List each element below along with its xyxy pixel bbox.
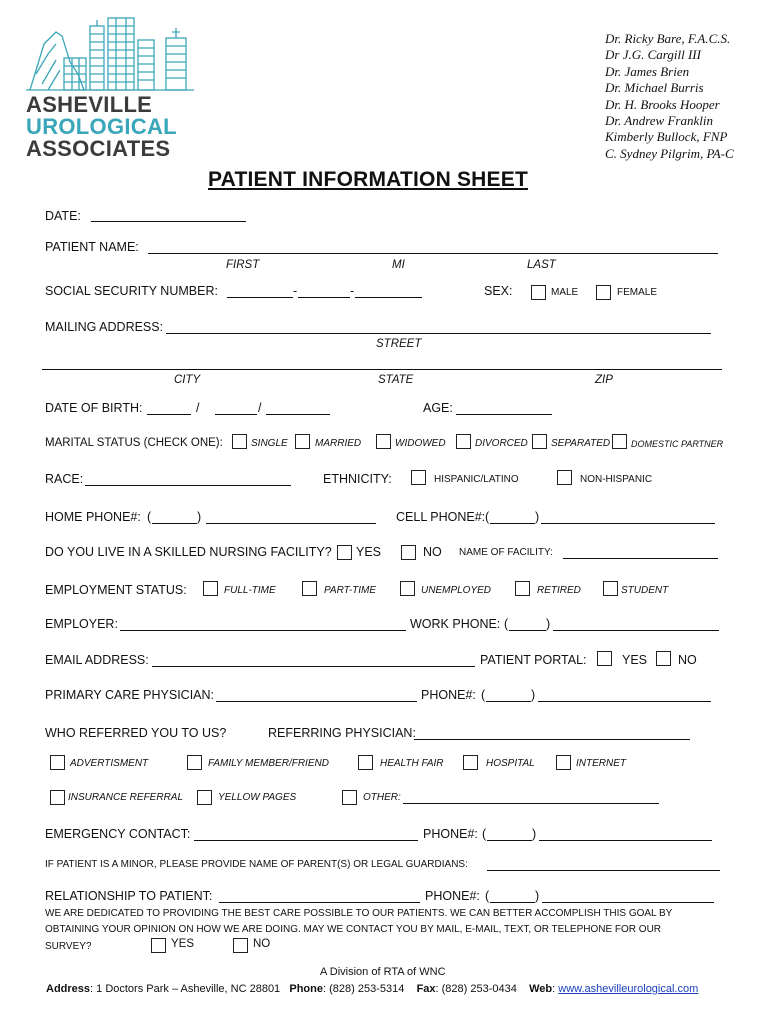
non-hispanic-label: NON-HISPANIC — [580, 474, 653, 485]
ethnicity-label: ETHNICITY: — [323, 472, 392, 486]
part-time-checkbox[interactable] — [302, 581, 317, 596]
age-field[interactable] — [456, 414, 552, 415]
single-label: SINGLE — [251, 438, 288, 449]
other-checkbox[interactable] — [342, 790, 357, 805]
other-field[interactable] — [403, 803, 659, 804]
ssn-dash: - — [350, 284, 355, 298]
single-checkbox[interactable] — [232, 434, 247, 449]
work-phone-area-field[interactable] — [509, 630, 546, 631]
insurance-referral-checkbox[interactable] — [50, 790, 65, 805]
dob-slash: / — [258, 401, 262, 415]
footer-web-separator: : — [552, 983, 559, 995]
insurance-referral-label: INSURANCE REFERRAL — [68, 792, 184, 803]
survey-yes-checkbox[interactable] — [151, 938, 166, 953]
footer-phone-label: Phone — [289, 983, 323, 995]
paren-open: ( — [482, 827, 487, 841]
doctor-name: Dr. James Brien — [605, 63, 690, 79]
footer-address-label: Address — [46, 983, 91, 995]
doctor-list — [605, 31, 734, 162]
zip-caption: ZIP — [595, 374, 613, 386]
minor-guardian-field[interactable] — [487, 870, 720, 871]
survey-text-line3: SURVEY? — [45, 941, 92, 952]
unemployed-checkbox[interactable] — [400, 581, 415, 596]
home-phone-area-field[interactable] — [152, 523, 197, 524]
ssn-dash: - — [293, 284, 298, 298]
date-label: DATE: — [45, 209, 81, 223]
unemployed-label: UNEMPLOYED — [421, 585, 492, 596]
doctor-name: C. Sydney Pilgrim, PA-C — [605, 145, 734, 161]
married-label: MARRIED — [315, 438, 362, 449]
work-phone-label: WORK PHONE: — [410, 617, 501, 631]
doctor-name: Dr. Ricky Bare, F.A.C.S. — [605, 31, 731, 46]
non-hispanic-checkbox[interactable] — [557, 470, 572, 485]
home-phone-number-field[interactable] — [206, 523, 376, 524]
relationship-phone-area-field[interactable] — [490, 902, 535, 903]
survey-yes-label: YES — [171, 938, 195, 950]
footer-address: : 1 Doctors Park – Asheville, NC 28801 — [90, 983, 281, 995]
paren-close: ) — [532, 827, 537, 841]
internet-checkbox[interactable] — [556, 755, 571, 770]
email-label: EMAIL ADDRESS: — [45, 653, 149, 667]
hispanic-label: HISPANIC/LATINO — [434, 474, 519, 485]
paren-close: ) — [546, 617, 551, 631]
middle-initial-caption: MI — [392, 259, 405, 271]
marital-status-label: MARITAL STATUS (CHECK ONE): — [45, 437, 223, 449]
paren-open: ( — [147, 510, 152, 524]
street-field[interactable] — [166, 333, 711, 334]
yellow-pages-checkbox[interactable] — [197, 790, 212, 805]
facility-name-label: NAME OF FACILITY: — [459, 547, 553, 558]
advertisement-label: ADVERTISMENT — [70, 758, 149, 769]
footer-fax-label: Fax — [416, 983, 436, 995]
relationship-label: RELATIONSHIP TO PATIENT: — [45, 889, 213, 903]
survey-text-line2: OBTAINING YOUR OPINION ON HOW WE ARE DOING. MAY WE CONTACT YOU BY MAIL, E-MAIL, TEXT, OR TELEPHONE FOR OUR — [45, 924, 662, 935]
relationship-phone-number-field[interactable] — [542, 902, 714, 903]
footer-phone: : (828) 253-5314 — [322, 983, 405, 995]
health-fair-checkbox[interactable] — [358, 755, 373, 770]
dob-label: DATE OF BIRTH: — [45, 401, 143, 415]
retired-checkbox[interactable] — [515, 581, 530, 596]
patient-name-field[interactable] — [148, 253, 718, 254]
nursing-facility-question: DO YOU LIVE IN A SKILLED NURSING FACILITY? — [45, 545, 332, 559]
doctor-name: Dr J.G. Cargill III — [605, 47, 701, 63]
work-phone-number-field[interactable] — [553, 630, 719, 631]
ssn-label: SOCIAL SECURITY NUMBER: — [45, 284, 218, 298]
retired-label: RETIRED — [537, 585, 581, 596]
race-label: RACE: — [45, 472, 84, 486]
domestic-partner-label: DOMESTIC PARTNER — [631, 439, 724, 449]
doctor-name: Kimberly Bullock, FNP — [605, 129, 728, 145]
widowed-label: WIDOWED — [395, 438, 446, 449]
married-checkbox[interactable] — [295, 434, 310, 449]
last-name-caption: LAST — [527, 259, 556, 271]
relationship-field[interactable] — [219, 902, 420, 903]
divorced-checkbox[interactable] — [456, 434, 471, 449]
student-checkbox[interactable] — [603, 581, 618, 596]
advertisement-checkbox[interactable] — [50, 755, 65, 770]
survey-text-line1: WE ARE DEDICATED TO PROVIDING THE BEST CARE POSSIBLE TO OUR PATIENTS. WE CAN BETTER ACCOMPLISH THIS GOAL BY — [45, 908, 673, 919]
logo-line-urological: UROLOGICAL — [26, 114, 177, 139]
logo — [26, 14, 196, 162]
emergency-contact-label: EMERGENCY CONTACT: — [45, 827, 191, 841]
email-field[interactable] — [152, 666, 475, 667]
emergency-contact-field[interactable] — [194, 840, 418, 841]
cell-phone-label: CELL PHONE#: — [396, 510, 486, 524]
page-title: PATIENT INFORMATION SHEET — [208, 168, 528, 191]
separated-checkbox[interactable] — [532, 434, 547, 449]
logo-line-associates: ASSOCIATES — [26, 136, 171, 161]
paren-close: ) — [535, 889, 540, 903]
full-time-checkbox[interactable] — [203, 581, 218, 596]
domestic-partner-checkbox[interactable] — [612, 434, 627, 449]
dob-slash: / — [196, 401, 200, 415]
male-label: MALE — [551, 287, 579, 298]
nursing-yes-checkbox[interactable] — [337, 545, 352, 560]
cell-phone-area-field[interactable] — [490, 523, 535, 524]
paren-open: ( — [481, 688, 486, 702]
hospital-label: HOSPITAL — [486, 758, 535, 769]
employment-status-label: EMPLOYMENT STATUS: — [45, 583, 187, 597]
pcp-phone-number-field[interactable] — [538, 701, 711, 702]
doctor-name: Dr. Andrew Franklin — [605, 113, 713, 129]
other-label: OTHER: — [363, 792, 401, 803]
portal-yes-label: YES — [622, 653, 648, 667]
ssn-field-part3[interactable] — [355, 297, 422, 298]
date-field[interactable] — [91, 221, 246, 222]
state-caption: STATE — [378, 374, 414, 386]
family-friend-checkbox[interactable] — [187, 755, 202, 770]
portal-no-checkbox[interactable] — [656, 651, 671, 666]
family-friend-label: FAMILY MEMBER/FRIEND — [208, 758, 329, 769]
dob-month-field[interactable] — [147, 414, 191, 415]
internet-label: INTERNET — [576, 758, 626, 769]
ssn-field-part1[interactable] — [227, 297, 293, 298]
full-time-label: FULL-TIME — [224, 585, 276, 596]
pcp-phone-area-field[interactable] — [486, 701, 531, 702]
dob-day-field[interactable] — [215, 414, 257, 415]
female-checkbox[interactable] — [596, 285, 611, 300]
footer-website-link[interactable]: www.ashevilleurological.com — [558, 983, 699, 995]
survey-no-label: NO — [253, 938, 271, 950]
city-state-zip-field[interactable] — [42, 369, 722, 370]
divorced-label: DIVORCED — [475, 438, 528, 449]
mailing-address-label: MAILING ADDRESS: — [45, 320, 164, 334]
city-caption: CITY — [174, 374, 201, 386]
minor-guardian-label: IF PATIENT IS A MINOR, PLEASE PROVIDE NAME OF PARENT(S) OR LEGAL GUARDIANS: — [45, 859, 468, 870]
footer-fax: : (828) 253-0434 — [435, 983, 517, 995]
paren-close: ) — [531, 688, 536, 702]
emergency-phone-number-field[interactable] — [539, 840, 712, 841]
age-label: AGE: — [423, 401, 453, 415]
emergency-phone-label: PHONE#: — [423, 827, 478, 841]
employer-label: EMPLOYER: — [45, 617, 118, 631]
patient-portal-label: PATIENT PORTAL: — [480, 653, 587, 667]
pcp-phone-label: PHONE#: — [421, 688, 476, 702]
first-name-caption: FIRST — [226, 259, 260, 271]
cell-phone-number-field[interactable] — [541, 523, 715, 524]
logo-line-asheville: ASHEVILLE — [26, 92, 153, 117]
patient-name-label: PATIENT NAME: — [45, 240, 139, 254]
street-caption: STREET — [376, 338, 422, 350]
yellow-pages-label: YELLOW PAGES — [218, 792, 297, 803]
facility-name-field[interactable] — [563, 558, 718, 559]
hispanic-checkbox[interactable] — [411, 470, 426, 485]
referral-question: WHO REFERRED YOU TO US? — [45, 726, 227, 740]
footer-contact-line — [46, 983, 698, 995]
doctor-name: Dr. H. Brooks Hooper — [605, 96, 720, 112]
race-field[interactable] — [85, 485, 291, 486]
pcp-label: PRIMARY CARE PHYSICIAN: — [45, 688, 215, 702]
city-skyline-logo-graphic — [26, 14, 196, 92]
male-checkbox[interactable] — [531, 285, 546, 300]
paren-open: ( — [485, 510, 490, 524]
paren-close: ) — [535, 510, 540, 524]
paren-open: ( — [504, 617, 509, 631]
hospital-checkbox[interactable] — [463, 755, 478, 770]
relationship-phone-label: PHONE#: — [425, 889, 480, 903]
referring-physician-label: REFERRING PHYSICIAN: — [268, 726, 416, 740]
nursing-yes-label: YES — [356, 545, 382, 559]
female-label: FEMALE — [617, 287, 658, 298]
referring-physician-field[interactable] — [414, 739, 690, 740]
health-fair-label: HEALTH FAIR — [380, 758, 444, 769]
home-phone-label: HOME PHONE#: — [45, 510, 141, 524]
paren-open: ( — [485, 889, 490, 903]
nursing-no-label: NO — [423, 545, 442, 559]
separated-label: SEPARATED — [551, 438, 611, 449]
nursing-no-checkbox[interactable] — [401, 545, 416, 560]
footer-web-label: Web — [529, 983, 553, 995]
pcp-field[interactable] — [216, 701, 417, 702]
portal-no-label: NO — [678, 653, 697, 667]
portal-yes-checkbox[interactable] — [597, 651, 612, 666]
ssn-field-part2[interactable] — [298, 297, 350, 298]
footer-division: A Division of RTA of WNC — [320, 966, 446, 978]
widowed-checkbox[interactable] — [376, 434, 391, 449]
paren-close: ) — [197, 510, 202, 524]
doctor-name: Dr. Michael Burris — [605, 80, 704, 96]
part-time-label: PART-TIME — [324, 585, 377, 596]
sex-label: SEX: — [484, 284, 513, 298]
dob-year-field[interactable] — [266, 414, 330, 415]
emergency-phone-area-field[interactable] — [487, 840, 532, 841]
student-label: STUDENT — [621, 585, 669, 596]
employer-field[interactable] — [120, 630, 406, 631]
survey-no-checkbox[interactable] — [233, 938, 248, 953]
